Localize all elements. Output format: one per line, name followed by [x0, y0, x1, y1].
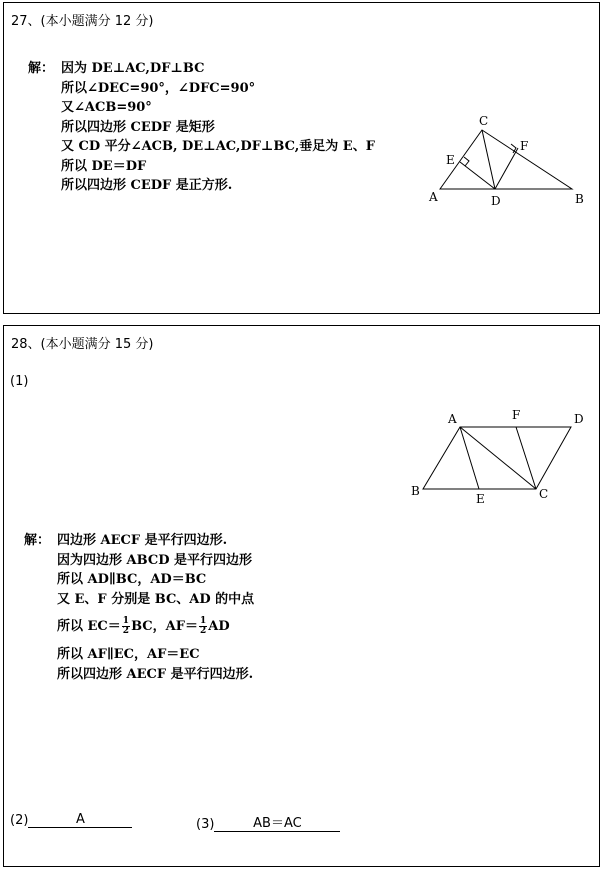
q28-line-1: 四边形 AECF 是平行四边形.	[57, 533, 228, 548]
q27-line-1: 因为 DE⊥AC,DF⊥BC	[61, 61, 205, 76]
q27-label-e: E	[446, 153, 455, 167]
q28-midpoint-prefix: 所以 EC＝	[57, 619, 121, 634]
q27-label-c: C	[479, 114, 489, 128]
q28-fraction-half-bc: $\frac{1}{2}$	[122, 616, 130, 636]
q28-label-c: C	[539, 487, 549, 501]
q27-line-4: 所以四边形 CEDF 是矩形	[61, 119, 215, 135]
q28-part3-answer: AB＝AC	[214, 812, 340, 832]
q28-line-3: 所以 AD∥BC，AD＝BC	[57, 572, 207, 587]
q28-line-2: 因为四边形 ABCD 是平行四边形	[57, 552, 252, 568]
q28-segment-fc	[516, 427, 536, 489]
q28-part2	[10, 812, 132, 828]
q28-part3-label: (3)	[196, 817, 215, 832]
q28-label-b: B	[411, 484, 420, 498]
q27-line-6: 所以 DE＝DF	[61, 158, 147, 174]
q27-triangle-abc	[440, 130, 572, 189]
q28-label-d: D	[574, 412, 584, 426]
q27-label-b: B	[575, 192, 584, 206]
q28-midpoint-line	[24, 611, 254, 643]
q27-label-a: A	[429, 190, 438, 204]
q27-heading: 27、(本小题满分 12 分)	[11, 14, 154, 29]
q28-fraction-half-ad: $\frac{1}{2}$	[199, 616, 207, 636]
q27-line-2: 所以∠DEC=90°，∠DFC=90°	[61, 80, 256, 96]
q28-line-6: 所以 AF∥EC，AF＝EC	[57, 647, 200, 662]
q28-line-4: 又 E、F 分别是 BC、AD 的中点	[57, 591, 255, 607]
q28-part3	[196, 812, 340, 832]
q28-midpoint-suffix: AD	[208, 619, 230, 634]
q28-solution-lead: 解：	[24, 533, 51, 548]
q28-part1-label: (1)	[10, 374, 29, 389]
q27-line-3: 又∠ACB=90°	[61, 100, 152, 115]
q28-label-a: A	[448, 412, 457, 426]
q27-triangle-figure	[422, 111, 592, 211]
q28-midpoint-middle: BC，AF＝	[131, 619, 198, 634]
q27-label-f: F	[520, 139, 529, 153]
q28-parallelogram-abcd	[423, 427, 571, 489]
q27-line-7: 所以四边形 CEDF 是正方形.	[61, 178, 233, 193]
q28-part2-answer: A	[28, 812, 132, 828]
q28-segment-ae	[460, 427, 479, 489]
q27-label-d: D	[491, 194, 501, 208]
q28-heading: 28、(本小题满分 15 分)	[11, 337, 154, 352]
q27-solution	[28, 59, 375, 196]
q28-segment-ac	[460, 427, 536, 489]
q27-line-5: 又 CD 平分∠ACB, DE⊥AC,DF⊥BC,垂足为 E、F	[61, 139, 375, 154]
q28-label-f: F	[512, 408, 521, 422]
q28-parallelogram-figure	[406, 406, 591, 506]
q28-label-e: E	[476, 492, 485, 506]
q27-segment-df	[495, 148, 518, 189]
q28-solution	[24, 531, 254, 684]
q28-part2-label: (2)	[10, 813, 29, 828]
question-28-box	[3, 325, 600, 867]
q27-right-angle-e	[464, 157, 469, 166]
q27-solution-lead: 解：	[28, 61, 55, 76]
q28-line-7: 所以四边形 AECF 是平行四边形.	[57, 666, 254, 682]
question-27-box	[3, 2, 600, 314]
